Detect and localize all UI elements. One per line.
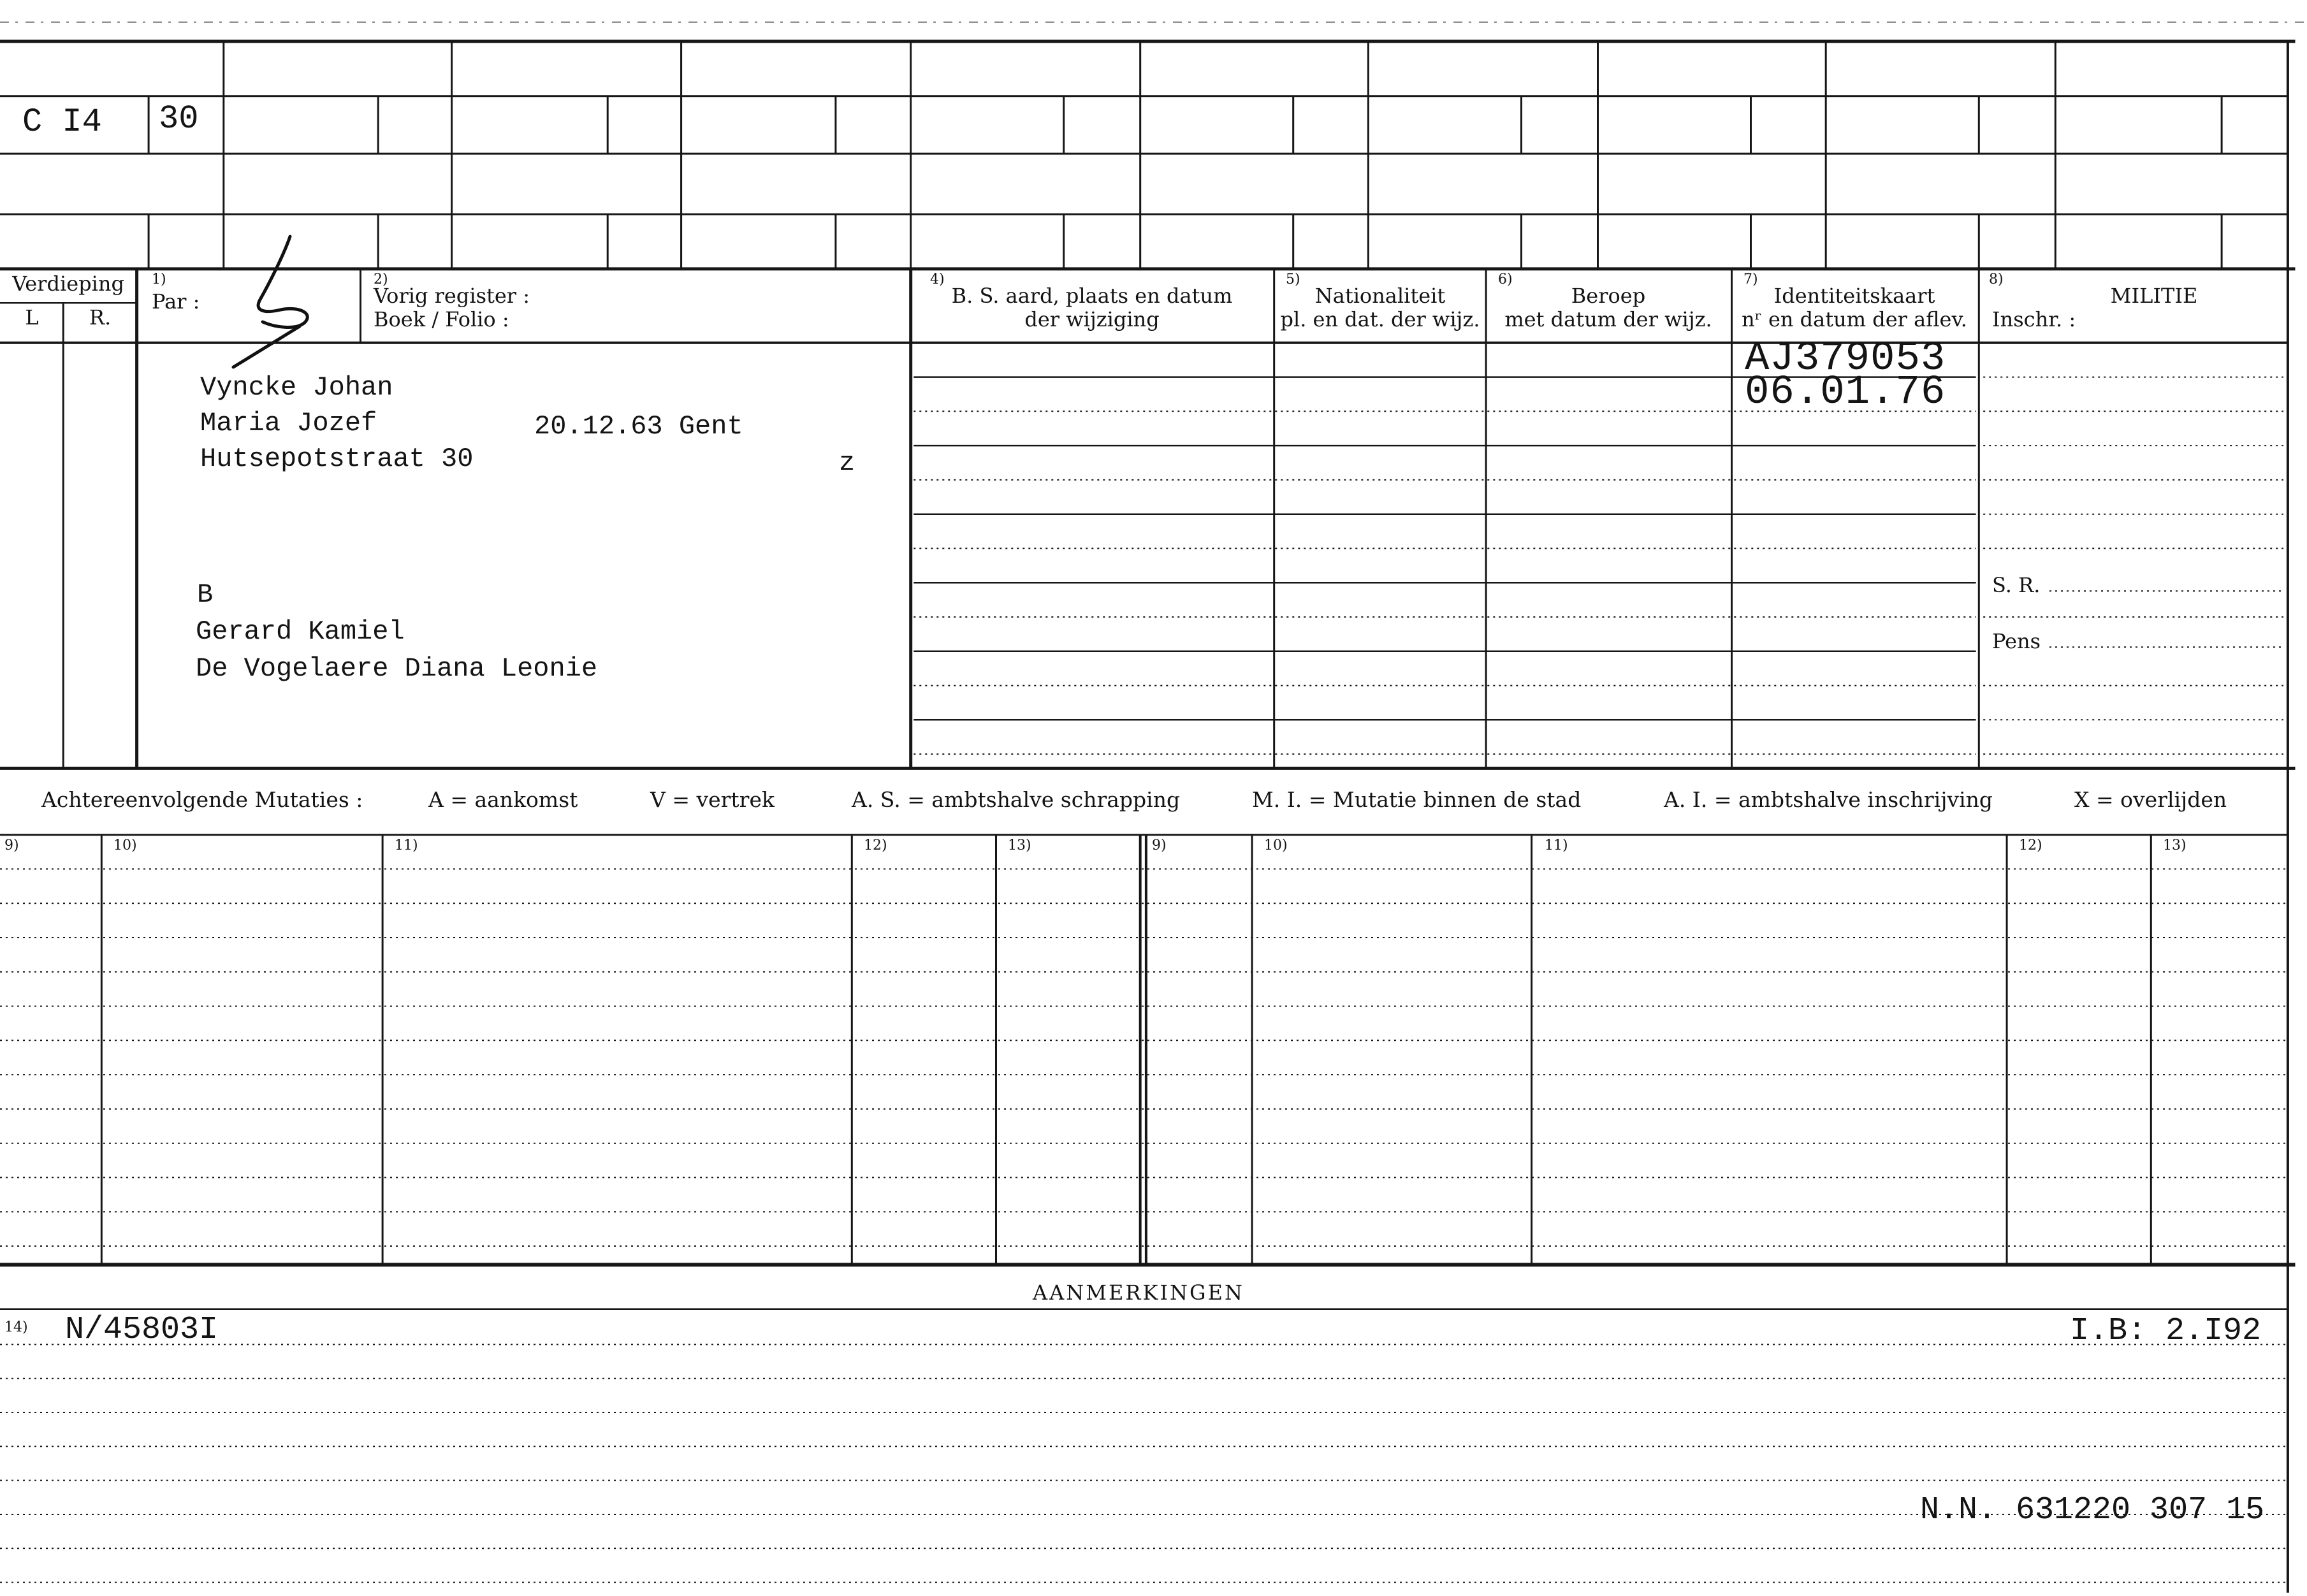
identity-card-field-number: 7): [1743, 272, 1758, 287]
block-code: C I4: [22, 103, 102, 141]
floor-left-label: L: [25, 305, 39, 330]
mutation-column-number: 11): [395, 838, 418, 853]
father-name: Gerard Kamiel: [196, 616, 405, 647]
militia-sr-label: S. R.: [1992, 573, 2041, 597]
record-mark: z: [839, 447, 855, 478]
militia-registration-label: Inschr. :: [1992, 307, 2076, 331]
floor-right-label: R.: [89, 305, 112, 330]
mutations-legend-title: Achtereenvolgende Mutaties :: [41, 787, 363, 812]
remarks-ib-number: I.B: 2.I92: [2070, 1313, 2262, 1349]
legend-item-death: X = overlijden: [2074, 787, 2227, 812]
profession-label: Beroep: [1571, 284, 1646, 308]
mutation-column-number: 12): [864, 838, 887, 853]
civil-status-field-number: 4): [930, 272, 945, 287]
remarks-field-number: 14): [4, 1319, 28, 1335]
civil-status-label: B. S. aard, plaats en datum: [951, 284, 1233, 308]
legend-item-arrival: A = aankomst: [428, 787, 578, 812]
mutation-column-number: 9): [1152, 838, 1167, 853]
legend-item-internal-move: M. I. = Mutatie binnen de stad: [1252, 787, 1582, 812]
remarks-title: AANMERKINGEN: [1033, 1280, 1244, 1305]
identity-card-sublabel: nʳ en datum der aflev.: [1742, 307, 1967, 331]
previous-register-label: Vorig register :: [374, 284, 530, 308]
militia-pens-label: Pens: [1992, 629, 2041, 653]
previous-register-field-number: 2): [374, 272, 388, 287]
par-field-number: 1): [152, 272, 166, 287]
civil-status-sublabel: der wijziging: [1024, 307, 1160, 331]
profession-sublabel: met datum der wijz.: [1504, 307, 1712, 331]
national-number: N.N. 631220 307 15: [1920, 1492, 2265, 1528]
identity-card-label: Identiteitskaart: [1773, 284, 1935, 308]
birth-date-place: 20.12.63 Gent: [534, 411, 743, 442]
parents-marker: B: [197, 579, 214, 610]
nationality-label: Nationaliteit: [1314, 284, 1446, 308]
profession-field-number: 6): [1498, 272, 1513, 287]
remarks-reference: N/45803I: [65, 1312, 219, 1348]
legend-item-official-removal: A. S. = ambtshalve schrapping: [852, 787, 1181, 812]
mutation-column-number: 11): [1545, 838, 1568, 853]
house-number: 30: [159, 100, 199, 138]
mutation-column-number: 13): [2163, 838, 2187, 853]
mutation-column-number: 9): [4, 838, 19, 853]
nationality-field-number: 5): [1286, 272, 1300, 287]
identity-card-date: 06.01.76: [1745, 370, 1946, 416]
identity-card-number: AJ379053: [1745, 336, 1946, 382]
mutation-column-number: 13): [1008, 838, 1031, 853]
par-handwritten-initial: [233, 236, 307, 367]
person-name: Vyncke Johan: [200, 372, 393, 403]
book-folio-label: Boek / Folio :: [374, 307, 509, 331]
floor-header-label: Verdieping: [12, 272, 124, 296]
person-given-names: Maria Jozef: [200, 408, 377, 439]
mutation-column-number: 12): [2019, 838, 2042, 853]
militia-title: MILITIE: [2110, 284, 2198, 308]
legend-item-official-registration: A. I. = ambtshalve inschrijving: [1664, 787, 1993, 812]
nationality-sublabel: pl. en dat. der wijz.: [1280, 307, 1480, 331]
militia-field-number: 8): [1989, 272, 2004, 287]
mother-name: De Vogelaere Diana Leonie: [196, 653, 598, 684]
par-field-label: Par :: [152, 289, 200, 314]
mutation-column-number: 10): [1264, 838, 1288, 853]
legend-item-departure: V = vertrek: [650, 787, 775, 812]
mutation-column-number: 10): [113, 838, 137, 853]
person-address: Hutsepotstraat 30: [200, 444, 474, 474]
